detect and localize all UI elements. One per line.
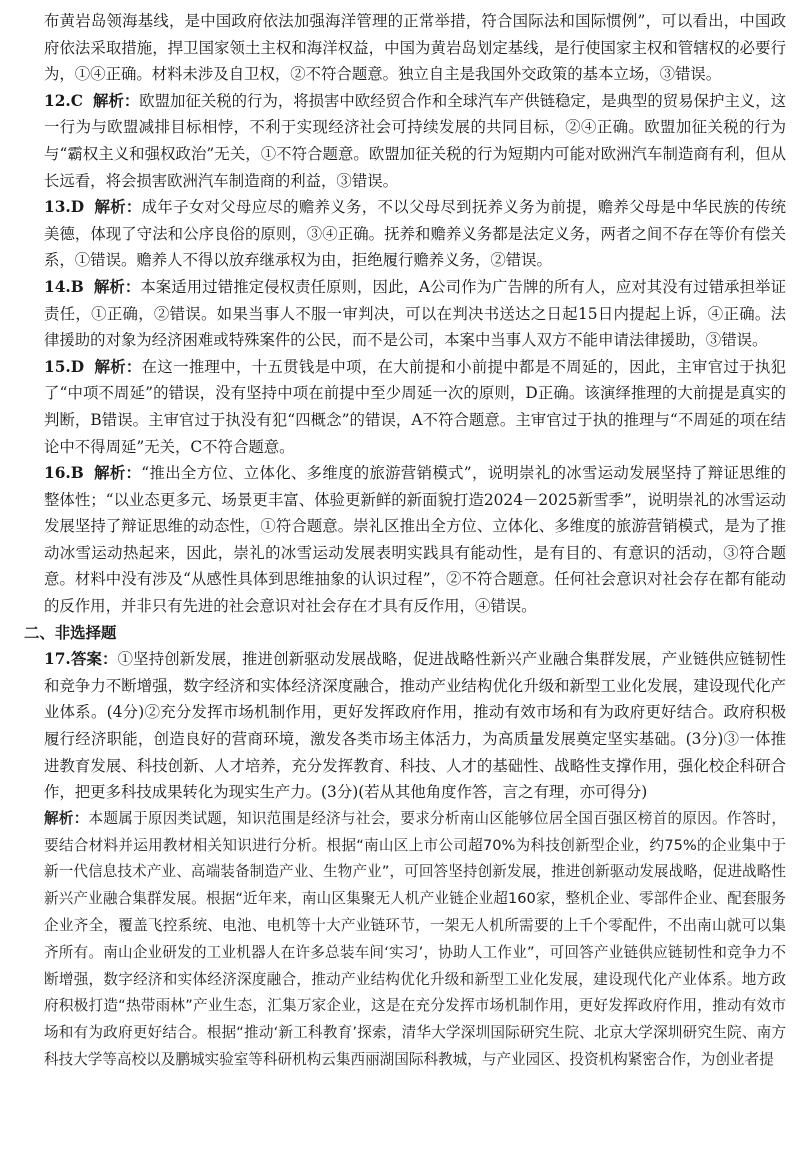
question-number: 15. bbox=[44, 357, 71, 376]
question-answer: D bbox=[70, 198, 85, 217]
analysis-text: “推出全方位、立体化、多维度的旅游营销模式”，说明崇礼的冰雪运动发展坚持了辩证思维的整体性；“以业态更多元、场景更丰富、体验更新鲜的新面貌打造2024－2025新雪季”，说明崇礼的冰雪运动发展坚持了辩证思维的动态性，①符合题意。崇礼区推出全方位、立体化、多维度的旅游营销模式，是为了推动冰雪运动热起来，因此，崇礼的冰雪运动发展表明实践具有能动性，是有目的、有意识的活动，③符合题意。材料中没有涉及“从感性具体到思维抽象的认识过程”，②不符合题意。任何社会意识对社会存在都有能动的反作用，并非只有先进的社会意识对社会存在才具有反作用，④错误。 bbox=[44, 464, 786, 616]
question-answer: C bbox=[70, 91, 84, 110]
question-answer: B bbox=[70, 277, 84, 296]
answer-label: 答案： bbox=[70, 650, 118, 669]
intro-paragraph: 布黄岩岛领海基线，是中国政府依法加强海洋管理的正常举措，符合国际法和国际惯例”，可以看出，中国政府依法采取措施，捍卫国家领土主权和海洋权益，中国为黄岩岛划定基线，是行使国家主权和管辖权的必要行为，①④正确。材料未涉及自卫权，②不符合题意。独立自主是我国外交政策的基本立场，③错误。 bbox=[44, 12, 786, 84]
analysis-label: 解析： bbox=[93, 91, 140, 110]
question-17-analysis bbox=[44, 806, 786, 1074]
question-answer: D bbox=[70, 357, 85, 376]
analysis-label: 解析： bbox=[93, 277, 141, 296]
analysis-text: 本题属于原因类试题，知识范围是经济与社会，要求分析南山区能够位居全国百强区榜首的原因。作答时，要结合材料并运用教材相关知识进行分析。根据“南山区上市公司超70%为科技创新型企业，约75%的企业集中于新一代信息技术产业、高端装备制造产业、生物产业”，可回答坚持创新发展，推进创新驱动发展战略，促进战略性新兴产业融合集群发展。根据“近年来，南山区集聚无人机产业链企业超160家，整机企业、零部件企业、配套服务企业齐全，覆盖飞控系统、电池、电机等十大产业链环节，一架无人机所需要的上千个零配件，不出南山就可以集齐所有。南山企业研发的工业机器人在许多总装车间‘实习’，协助人工作业”，可回答产业链供应链韧性和竞争力不断增强，数字经济和实体经济深度融合，推动产业结构优化升级和新型工业化发展，建设现代化产业体系。地方政府积极打造“热带雨林”产业生态，汇集万家企业，这是在充分发挥市场机制作用，更好发挥政府作用，推动有效市场和有为政府更好结合。根据“推动‘新工科教育’探索，清华大学深圳国际研究生院、北京大学深圳研究生院、南方科技大学等高校以及鹏城实验室等科研机构云集西丽湖国际科教城，与产业园区、投资机构紧密合作，为创业者提 bbox=[44, 809, 786, 1068]
question-13 bbox=[44, 194, 786, 274]
question-number: 17. bbox=[44, 650, 71, 669]
analysis-label: 解析： bbox=[94, 198, 142, 217]
question-14 bbox=[44, 274, 786, 354]
question-15 bbox=[44, 354, 786, 460]
question-16 bbox=[44, 460, 786, 620]
analysis-text: 欧盟加征关税的行为，将损害中欧经贸合作和全球汽车产供链稳定，是典型的贸易保护主义，这一行为与欧盟减排目标相悖，不利于实现经济社会可持续发展的共同目标，②④正确。欧盟加征关税的行为与“霸权主义和强权政治”无关，①不符合题意。欧盟加征关税的行为短期内可能对欧洲汽车制造商有利，但从长远看，将会损害欧洲汽车制造商的利益，③错误。 bbox=[44, 91, 786, 190]
analysis-text: 本案适用过错推定侵权责任原则，因此，A公司作为广告牌的所有人，应对其没有过错承担举证责任，①正确，②错误。如果当事人不服一审判决，可以在判决书送达之日起15日内提起上诉，④正确。法律援助的对象为经济困难或特殊案件的公民，而不是公司，本案中当事人双方不能申请法律援助，③错误。 bbox=[44, 277, 786, 350]
question-17-answer bbox=[44, 646, 786, 806]
question-number: 16. bbox=[44, 464, 71, 483]
question-number: 12. bbox=[44, 91, 71, 110]
analysis-text: 在这一推理中，十五贯钱是中项，在大前提和小前提中都是不周延的，因此，主审官过于执犯了“中项不周延”的错误，没有坚持中项在前提中至少周延一次的原则，D正确。该演绎推理的大前提是真实的判断，B错误。主审官过于执没有犯“四概念”的错误，A不符合题意。主审官过于执的推理与“不周延的项在结论中不得周延”无关，C不符合题意。 bbox=[44, 357, 786, 456]
analysis-text: 成年子女对父母应尽的赡养义务，不以父母尽到抚养义务为前提，赡养父母是中华民族的传统美德，体现了守法和公序良俗的原则，③④正确。抚养和赡养义务都是法定义务，两者之间不存在等价有偿关系，①错误。赡养人不得以放弃继承权为由，拒绝履行赡养义务，②错误。 bbox=[44, 198, 786, 270]
answer-text: ①坚持创新发展，推进创新驱动发展战略，促进战略性新兴产业融合集群发展，产业链供应链韧性和竞争力不断增强，数字经济和实体经济深度融合，推动产业结构优化升级和新型工业化发展，建设现代化产业体系。(4分)②充分发挥市场机制作用，更好发挥政府作用，推动有效市场和有为政府更好结合。政府积极履行经济职能，创造良好的营商环境，激发各类市场主体活力，为高质量发展奠定坚实基础。(3分)③一体推进教育发展、科技创新、人才培养，充分发挥教育、科技、人才的基础性、战略性支撑作用，强化校企科研合作，把更多科技成果转化为现实生产力。(3分)(若从其他角度作答，言之有理，亦可得分) bbox=[44, 650, 786, 802]
question-12 bbox=[44, 88, 786, 194]
question-number: 13. bbox=[44, 198, 71, 217]
analysis-label: 解析： bbox=[93, 464, 142, 483]
analysis-label: 解析： bbox=[94, 357, 142, 376]
section-heading: 二、非选择题 bbox=[24, 623, 117, 642]
question-answer: B bbox=[70, 464, 84, 483]
question-number: 14. bbox=[44, 277, 71, 296]
analysis-label: 解析： bbox=[44, 809, 89, 827]
